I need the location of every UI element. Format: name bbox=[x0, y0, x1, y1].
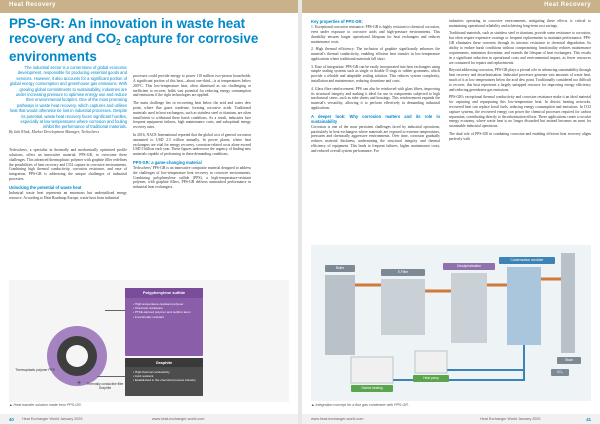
title-prefix: PPS-GR: bbox=[9, 16, 65, 31]
label-desulphurisation: Desulphurisation bbox=[443, 263, 495, 270]
bullet: • Established in the chemical process industry bbox=[133, 378, 199, 382]
paragraph: The dual role of PPS-GR in combating corrosion and enabling efficient heat recovery aligns perfectly with bbox=[449, 131, 591, 141]
right-column-2 bbox=[449, 19, 591, 144]
left-column-2 bbox=[133, 74, 251, 193]
list-item: 1. Exceptional corrosion resistance: PPS-GR is highly resistant to chemical corrosion, even under exposure to corrosive acids and high-pressure environments. This durability ensures longer operational lifespans for heat exchangers and reduces maintenance costs. bbox=[311, 25, 440, 44]
paragraph: Techsolvers, a specialist in thermally and mechanically optimised profile solutions, offers an innovative material, PPS-GR, to overcome these challenges. This advanced thermoplastic polymer with graphite filler redefines the possibilities of heat recovery and CO2 capture in corrosive environments. Combining high thermal conductivity, corrosion resistance, and ease of integration, PPS-GR is addressing the unique challenges of industrial processes. bbox=[9, 148, 127, 182]
publication-name: Heat Exchanger World January 2025 bbox=[22, 417, 83, 421]
subhead: Unlocking the potential of waste heat bbox=[9, 184, 82, 190]
graphite-info-box bbox=[125, 358, 203, 396]
title-line2a: recovery and CO bbox=[9, 30, 117, 46]
figure-caption: ▲ Heat transfer solution made from PPS-GR. bbox=[9, 403, 82, 407]
pps-bullets bbox=[133, 302, 199, 319]
graphite-bullets bbox=[133, 370, 199, 383]
section-bar bbox=[302, 0, 600, 13]
condenser-vessel bbox=[507, 267, 541, 345]
figure-flue-gas-condenser bbox=[311, 245, 591, 401]
article-intro: The industrial sector is a cornerstone of global economic development, responsible for producing essential goods and services. However, it also accounts for a significant portion of global energy consumption and greenhouse gas emissions. With growing global commitments to sustainability, industries are under increasing pressure to optimise energy use and reduce their environmental footprint. One of the most promising pathways is waste heat recovery, which captures and utilises heat that would otherwise be lost in industrial processes. Despite its potential, waste heat recovery faces significant hurdles, especially at low temperatures where corrosion and fouling inhibit the performance of traditional materials. bbox=[9, 65, 127, 130]
label-thermoplastic: Thermoplastic polymer PPS bbox=[15, 368, 55, 372]
byline: By Iaki Klink, Market Development Manager, Techsolvers bbox=[9, 130, 100, 134]
bullet: • High temperature-resistant polymer bbox=[133, 302, 199, 306]
section-tag: Heat Recovery bbox=[9, 2, 56, 8]
paragraph: The main challenge lies in recovering heat below the acid and water dew point, where flue gases condense, forming corrosive acids. Traditional materials used in heat exchangers, such as stainless steel or titanium, are often insufficient to withstand these harsh conditions. As a result, industries face frequent equipment failures, high maintenance costs, and suboptimal energy recovery rates. bbox=[133, 101, 251, 130]
graphite-box-title: Graphite bbox=[125, 358, 203, 367]
tube-bore-icon bbox=[66, 345, 88, 367]
label-condensation-scrubber: Condensation scrubber bbox=[499, 257, 555, 264]
bullet: • Chemical resistance bbox=[133, 306, 199, 310]
paragraph: Corrosion is one of the most persistent challenges faced by industrial operations, particularly in heat exchangers where materials are exposed to extreme temperatures, pressures and chemically aggressive environments. Over time, corrosion gradually reduces material thickness, undermining the structural integrity and thermal efficiency of equipment. This leads to frequent failures, higher maintenance costs, and reduced overall system performance. For bbox=[311, 124, 440, 153]
label-heat-pump: Heat pump bbox=[413, 375, 449, 382]
figure-pps-gr-composition bbox=[9, 280, 289, 402]
bullet: • Functionally resistant bbox=[133, 315, 199, 319]
left-page bbox=[0, 0, 298, 424]
paragraph: processes could provide energy to power 110 million two-person households. A significant portion of this heat—about one-third—is at temperatures below 200°C. This low-temperature heat, often dismissed as too challenging or inefficient to recover, holds vast potential for reducing energy consumption and emissions if the right technologies are applied. bbox=[133, 74, 251, 98]
title-line2b: capture for corrosive bbox=[120, 30, 259, 46]
efilter-vessel bbox=[381, 279, 425, 335]
heat-pump-unit bbox=[415, 351, 447, 373]
title-co2-sub: 2 bbox=[116, 37, 121, 47]
footer-url: www.heat-exchanger-world.com bbox=[152, 417, 205, 421]
paragraph: In 2016, NACE International reported that the global cost of general corrosion amounted to USD 2.5 trillion annually. In power plants, where heat exchangers are vital for energy recovery, corrosion-related costs alone exceed USD 5 billion each year. These figures underscore the urgency of finding new materials capable of performing in these demanding conditions. bbox=[133, 132, 251, 157]
page-footer bbox=[302, 414, 600, 424]
section-bar bbox=[0, 0, 298, 13]
page-footer bbox=[0, 414, 298, 424]
figure-caption: ▲ Integration concept for a flue gas condenser with PPS-GR. bbox=[311, 403, 409, 407]
left-column-1 bbox=[9, 148, 127, 203]
title-line1: An innovation in waste heat bbox=[64, 16, 246, 31]
label-efilter: E-Filter bbox=[381, 269, 425, 276]
right-column-1 bbox=[311, 19, 440, 157]
subhead: A deeper look: Why corrosion matters and its role in sustainability bbox=[311, 113, 440, 124]
paragraph: industries operating in corrosive environments, mitigating these effects is critical to maintaining operational reliability and achieving long-term cost savings. bbox=[449, 19, 591, 28]
bullet: • High thermal conductivity bbox=[133, 370, 199, 374]
list-item: 2. High thermal efficiency: The inclusion of graphite significantly enhances the material's thermal conductivity, enabling efficient heat transfer in low-temperature applications where traditional materials fall short. bbox=[311, 47, 440, 61]
section-tag: Heat Recovery bbox=[544, 2, 591, 8]
district-heating-unit bbox=[351, 357, 393, 383]
label-co2: CO₂ bbox=[551, 369, 569, 376]
pps-box-title: Polyphenylene sulfide bbox=[125, 288, 203, 298]
subhead: Key properties of PPS-GR: bbox=[311, 19, 363, 24]
title-line3: environments bbox=[9, 49, 97, 65]
subhead: PPS-GR: a game-changing material bbox=[133, 159, 202, 165]
label-graphite-filler: Thermally conductive filler Graphite bbox=[86, 382, 124, 390]
right-page bbox=[302, 0, 600, 424]
publication-name: Heat Exchanger World January 2025 bbox=[480, 417, 541, 421]
paragraph: Traditional materials, such as stainless steel or titanium, provide some resistance to corrosion, but often require expensive coatings or frequent replacements to maintain performance. PPS-GR eliminates these concerns through its intrinsic resistance to chemical degradation. Its ability to endure harsh conditions without compromising functionality reduces maintenance requirements, minimises downtime, and extends the lifespan of heat exchangers. This results in a significant reduction in operational costs and environmental impact, as fewer resources are consumed for repairs and replacements. bbox=[449, 31, 591, 65]
paragraph: Industrial waste heat represents an enormous but underutilised energy resource. According to Heat Roadmap Europe, waste heat from industrial bbox=[9, 190, 127, 200]
label-district-heating: District heating bbox=[351, 385, 393, 392]
article-title bbox=[9, 17, 289, 65]
paragraph: Beyond addressing corrosion, PPS-GR plays a pivotal role in advancing sustainability through heat recovery and decarbonisation. Industrial processes generate vast amounts of waste heat, much of it at low temperatures below the acid dew point. Traditionally considered too difficult to recover, this heat represents a largely untapped resource for improving energy efficiency and reducing greenhouse gas emissions. bbox=[449, 68, 591, 92]
leader-line bbox=[105, 310, 125, 311]
page-number: 41 bbox=[586, 417, 591, 422]
page-number: 40 bbox=[9, 417, 14, 422]
bullet: • Acid resistant bbox=[133, 374, 199, 378]
stack-vessel bbox=[561, 253, 575, 353]
desulph-vessel bbox=[451, 273, 487, 343]
boiler-vessel bbox=[325, 275, 355, 355]
label-stack: Stack bbox=[557, 357, 581, 364]
pps-info-box bbox=[125, 288, 203, 356]
paragraph: Techsolvers' PPS-GR is an innovative composite material designed to address the challenges of low-temperature heat recovery in corrosive environments. Combining polyphenylene sulfide (PPS), a high-temperature-resistant polymer, with graphite fillers, PPS-GR delivers unmatched performance in industrial heat exchangers. bbox=[133, 165, 251, 190]
list-item: 4. Glass fibre reinforcement: PPS can also be reinforced with glass fibres, improving its structural integrity and making it ideal for use in components subjected to high mechanical stress, such as tube sheets and housings. This reinforcement expands the material's versatility, allowing it to perform effectively in demanding industrial applications. bbox=[311, 86, 440, 111]
label-boiler: Boiler bbox=[325, 265, 355, 272]
plus-sign: + bbox=[77, 380, 82, 387]
bullet: • PTFE-derived polymer and sulphur atom bbox=[133, 310, 199, 314]
leader-line bbox=[97, 376, 125, 377]
paragraph: PPS-GR's exceptional thermal conductivity and corrosion resistance make it an ideal material for capturing and repurposing this low-temperature heat. In district heating networks, recovered heat can replace fossil fuels, reducing energy consumption and emissions. In CO2 capture systems, the recovered energy can power the chemical processes required for carbon separation, contributing directly to decarbonisation efforts. These applications create a circular energy economy, where waste heat is no longer discarded but instead becomes an asset for sustainable industrial operations. bbox=[449, 95, 591, 129]
list-item: 3. Ease of integration: PPS-GR can be easily incorporated into heat exchangers using simple sealing systems such as single or double O-rings or rubber grommets, which provide a reliable and adaptable sealing solution. This reduces system complexity, installation and maintenance, reducing downtime and costs. bbox=[311, 64, 440, 84]
footer-url: www.heat-exchanger-world.com bbox=[311, 417, 364, 421]
